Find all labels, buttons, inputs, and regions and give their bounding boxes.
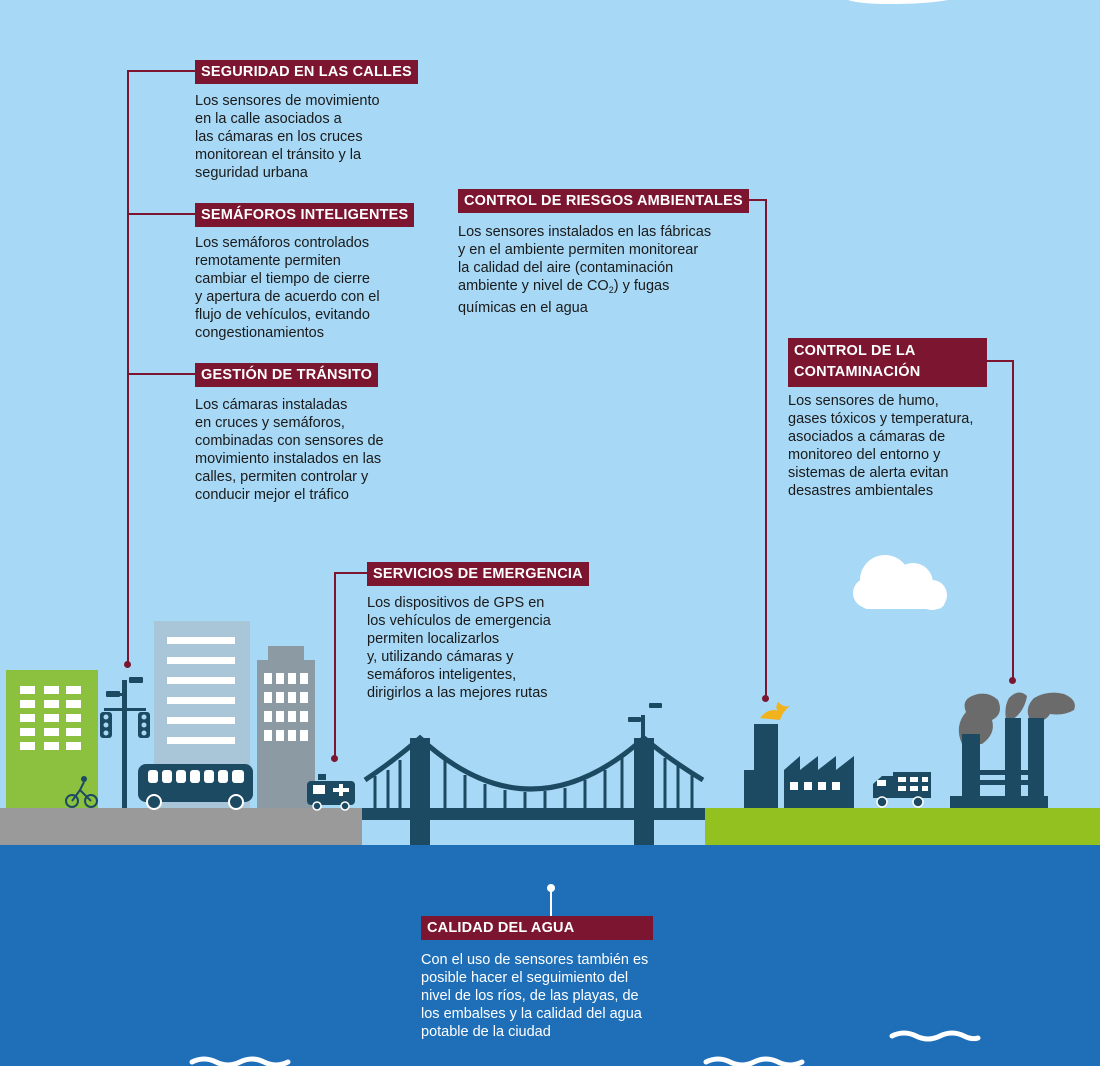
text-line: y en el ambiente permiten monitorear [458,242,699,258]
emergencia-title: SERVICIOS DE EMERGENCIA [367,562,589,586]
text-line: Los cámaras instaladas [195,397,348,413]
text-line: semáforos inteligentes, [367,667,517,683]
agua-description [421,951,648,1041]
title-line: CONTROL DE LA [794,343,916,359]
text-line: en la calle asociados a [195,111,342,127]
text-line: posible hacer el seguimiento del [421,970,629,986]
connector-dot [1009,677,1016,684]
text-line: nivel de los ríos, de las playas, de [421,988,639,1004]
connector-line [127,70,195,72]
text-line: congestionamientos [195,325,324,341]
text-line: conducir mejor el tráfico [195,487,349,503]
riesgos-description [458,223,711,317]
connector-line [765,199,767,696]
text-line: seguridad urbana [195,165,308,181]
road [0,808,362,845]
semaforos-title: SEMÁFOROS INTELIGENTES [195,203,414,227]
green-building [6,670,98,808]
gestion-title: GESTIÓN DE TRÁNSITO [195,363,378,387]
connector-line [127,213,195,215]
title-line: CONTAMINACIÓN [794,364,921,380]
connector-dot [124,661,131,668]
connector-line [334,572,368,574]
camera-icon [628,703,662,739]
text-line: potable de la ciudad [421,1024,551,1040]
contaminacion-description [788,392,973,500]
text-line: los vehículos de emergencia [367,613,551,629]
text-line: las cámaras en los cruces [195,129,363,145]
emergencia-description [367,594,551,702]
semaforos-description [195,234,380,342]
cloud-icon [853,555,947,610]
connector-dot [762,695,769,702]
text-line: calles, permiten controlar y [195,469,369,485]
text-line: Los sensores de movimiento [195,93,380,109]
text-line: remotamente permiten [195,253,341,269]
text-line: monitoreo del entorno y [788,447,941,463]
truck-icon [873,772,931,807]
text-line: Los dispositivos de GPS en [367,595,545,611]
gray-building [257,646,315,808]
text-line: y, utilizando cámaras y [367,649,514,665]
text-fragment: ) y fugas [613,278,670,294]
text-line: los embalses y la calidad del agua [421,1006,642,1022]
text-line: permiten localizarlos [367,631,500,647]
connector-line [334,572,336,756]
connector-line [127,70,129,662]
contaminacion-title [788,338,987,387]
text-line: monitorean el tránsito y la [195,147,362,163]
seguridad-title: SEGURIDAD EN LAS CALLES [195,60,418,84]
subscript: 2 [608,285,614,295]
bridge-icon [362,738,705,845]
connector-line [1012,360,1014,678]
text-line: Los sensores instalados en las fábricas [458,224,712,240]
text-line: dirigirlos a las mejores rutas [367,685,548,701]
text-line: Los sensores de humo, [788,393,939,409]
text-line: en cruces y semáforos, [195,415,345,431]
text-line: sistemas de alerta evitan [788,465,949,481]
text-fragment: ambiente y nivel de CO [458,278,609,294]
text-line: asociados a cámaras de [788,429,946,445]
text-line: desastres ambientales [788,483,934,499]
text-line: movimiento instalados en las [195,451,382,467]
grass [705,808,1100,845]
cloud-icon [848,0,948,4]
gestion-description [195,396,384,504]
connector-dot [331,755,338,762]
text-line: flujo de vehículos, evitando [195,307,370,323]
text-line: y apertura de acuerdo con el [195,289,380,305]
seguridad-description [195,92,380,182]
text-line [458,277,711,299]
text-line: Los semáforos controlados [195,235,370,251]
text-line: Con el uso de sensores también es [421,952,649,968]
factory-icon [744,702,854,808]
smokestack-icon [950,692,1075,808]
text-line: cambiar el tiempo de cierre [195,271,370,287]
agua-title: CALIDAD DEL AGUA [421,916,653,940]
connector-line [127,373,195,375]
text-line: gases tóxicos y temperatura, [788,411,974,427]
text-line: químicas en el agua [458,300,588,316]
riesgos-title: CONTROL DE RIESGOS AMBIENTALES [458,189,749,213]
connector-line [987,360,1013,362]
text-line: combinadas con sensores de [195,433,384,449]
text-line: la calidad del aire (contaminación [458,260,674,276]
